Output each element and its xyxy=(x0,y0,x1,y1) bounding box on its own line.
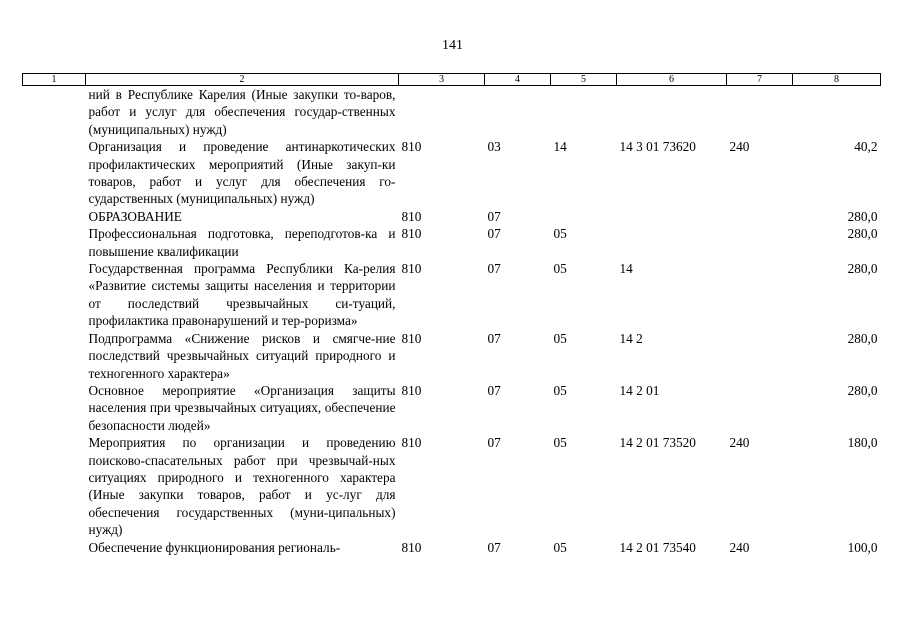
page-number: 141 xyxy=(442,38,463,53)
section-code: 07 xyxy=(487,226,501,242)
subsection-code: 05 xyxy=(553,330,567,346)
target-article-code xyxy=(617,208,727,225)
ministry-code: 810 xyxy=(401,382,422,398)
item-description: Государственная программа Республики Ка-релия «Развитие системы защиты населения и территории от последствий чрезвычайных си-туаций, профилактика правонарушений и тер-роризма» xyxy=(88,261,396,329)
subsection-code: 05 xyxy=(553,539,567,555)
ministry-code: 810 xyxy=(401,330,422,346)
subsection-code: 05 xyxy=(553,382,567,398)
expense-type-code: 240 xyxy=(729,435,750,451)
item-description: Мероприятия по организации и проведению поисково-спасательных работ при чрезвычай-ных ситуациях природного и техногенного характера (Иные закупки товаров, работ и ус-луг для обеспечения государственных (муни-ципальных) нужд) xyxy=(88,435,396,538)
expense-type-code xyxy=(727,330,793,382)
row-number-cell xyxy=(23,138,86,208)
column-header-5: 5 xyxy=(551,74,617,86)
item-description: ОБРАЗОВАНИЕ xyxy=(88,208,182,224)
item-description: Подпрограмма «Снижение рисков и смягче-ние последствий чрезвычайных ситуаций природного и техногенного характера» xyxy=(88,330,396,381)
subsection-code xyxy=(551,208,617,225)
section-code xyxy=(485,86,551,139)
amount: 40,2 xyxy=(854,139,878,155)
section-code: 07 xyxy=(487,382,501,398)
amount: 280,0 xyxy=(847,382,878,398)
amount: 280,0 xyxy=(847,226,878,242)
item-description: ний в Республике Карелия (Иные закупки то-варов, работ и услуг для обеспечения государ-ственных (муниципальных) нужд) xyxy=(88,87,396,137)
row-number-cell xyxy=(23,382,86,434)
row-number-cell xyxy=(23,208,86,225)
header-row xyxy=(23,74,881,86)
section-code: 07 xyxy=(487,208,501,224)
column-header-7: 7 xyxy=(727,74,793,86)
subsection-code: 14 xyxy=(553,139,567,155)
row-number-cell xyxy=(23,225,86,260)
row-number-cell xyxy=(23,260,86,330)
target-article-code xyxy=(617,225,727,260)
amount: 280,0 xyxy=(847,330,878,346)
amount: 100,0 xyxy=(847,539,878,555)
section-code: 07 xyxy=(487,539,501,555)
target-article-code: 14 3 01 73620 xyxy=(619,139,696,155)
subsection-code: 05 xyxy=(553,226,567,242)
expense-type-code xyxy=(727,86,793,139)
amount: 280,0 xyxy=(847,208,878,224)
item-description: Профессиональная подготовка, переподготов-ка и повышение квалификации xyxy=(88,226,396,259)
ministry-code: 810 xyxy=(401,226,422,242)
row-number-cell xyxy=(23,539,86,556)
row-number-cell xyxy=(23,434,86,538)
ministry-code: 810 xyxy=(401,539,422,555)
table-row xyxy=(23,382,881,434)
expense-type-code xyxy=(727,260,793,330)
table-row xyxy=(23,138,881,208)
target-article-code: 14 2 01 73520 xyxy=(619,435,696,451)
table-row xyxy=(23,86,881,139)
item-description: Организация и проведение антинаркотических профилактических мероприятий (Иные закуп-ки товаров, работ и услуг для обеспечения го-сударственных (муниципальных) нужд) xyxy=(88,139,396,207)
amount: 280,0 xyxy=(847,261,878,277)
column-header-6: 6 xyxy=(617,74,727,86)
column-header-2: 2 xyxy=(86,74,399,86)
table-row xyxy=(23,225,881,260)
row-number-cell xyxy=(23,330,86,382)
expense-type-code xyxy=(727,225,793,260)
column-header-8: 8 xyxy=(793,74,881,86)
expense-type-code xyxy=(727,382,793,434)
target-article-code: 14 2 xyxy=(619,330,643,346)
expense-type-code xyxy=(727,208,793,225)
column-header-4: 4 xyxy=(485,74,551,86)
ministry-code: 810 xyxy=(401,208,422,224)
section-code: 07 xyxy=(487,261,501,277)
row-number-cell xyxy=(23,86,86,139)
amount xyxy=(793,86,881,139)
table-row xyxy=(23,539,881,556)
subsection-code xyxy=(551,86,617,139)
target-article-code xyxy=(617,86,727,139)
budget-table xyxy=(22,73,881,556)
table-row xyxy=(23,208,881,225)
section-code: 07 xyxy=(487,435,501,451)
column-header-3: 3 xyxy=(399,74,485,86)
subsection-code: 05 xyxy=(553,261,567,277)
table-row xyxy=(23,260,881,330)
section-code: 03 xyxy=(487,139,501,155)
table-row xyxy=(23,330,881,382)
expense-type-code: 240 xyxy=(729,139,750,155)
expense-type-code: 240 xyxy=(729,539,750,555)
ministry-code: 810 xyxy=(401,435,422,451)
subsection-code: 05 xyxy=(553,435,567,451)
target-article-code: 14 2 01 73540 xyxy=(619,539,696,555)
table-body xyxy=(23,86,881,556)
ministry-code: 810 xyxy=(401,261,422,277)
table-row xyxy=(23,434,881,538)
section-code: 07 xyxy=(487,330,501,346)
target-article-code: 14 xyxy=(619,261,633,277)
item-description: Основное мероприятие «Организация защиты населения при чрезвычайных ситуациях, обеспечение безопасности людей» xyxy=(88,382,396,433)
table-header xyxy=(23,74,881,86)
ministry-code xyxy=(399,86,485,139)
column-header-1: 1 xyxy=(23,74,86,86)
amount: 180,0 xyxy=(847,435,878,451)
item-description: Обеспечение функционирования региональ- xyxy=(88,539,341,555)
target-article-code: 14 2 01 xyxy=(619,382,660,398)
ministry-code: 810 xyxy=(401,139,422,155)
